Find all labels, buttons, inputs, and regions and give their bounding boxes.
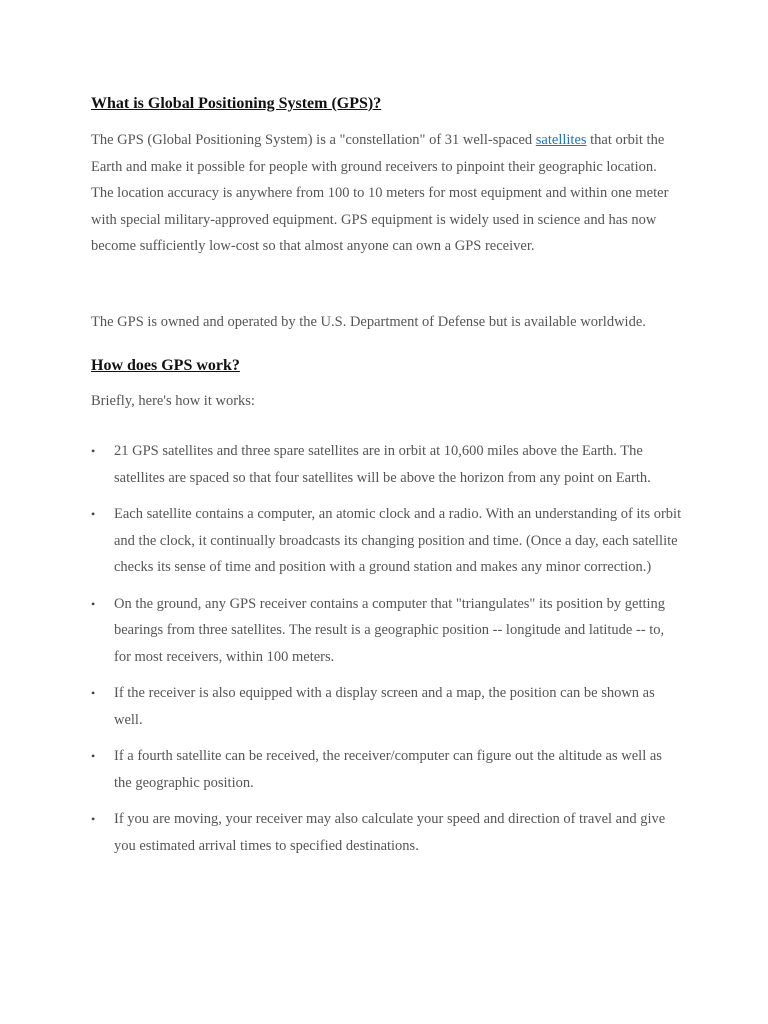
heading-how-does-gps-work: How does GPS work? <box>91 357 240 374</box>
list-item-text: 21 GPS satellites and three spare satellites are in orbit at 10,600 miles above the Earth. The satellites are spaced so that four satellites will be above the horizon from any point on Earth. <box>114 443 651 486</box>
ownership-paragraph: The GPS is owned and operated by the U.S. Department of Defense but is available worldwide. <box>91 314 646 330</box>
intro-text-before-link: The GPS (Global Positioning System) is a "constellation" of 31 well-spaced <box>91 132 536 148</box>
heading-what-is-gps: What is Global Positioning System (GPS)? <box>91 95 382 112</box>
how-it-works-list <box>91 438 683 869</box>
bullet-icon: • <box>91 686 96 700</box>
list-item-text: On the ground, any GPS receiver contains a computer that "triangulates" its position by getting bearings from three satellites. The result is a geographic position -- longitude and latitude -- to, for most receivers, within 100 meters. <box>114 595 666 665</box>
how-it-works-intro: Briefly, here's how it works: <box>91 393 255 409</box>
bullet-icon: • <box>91 507 96 521</box>
bullet-icon: • <box>91 596 96 611</box>
list-item-text: If the receiver is also equipped with a display screen and a map, the position can be shown as well. <box>114 685 655 728</box>
list-item-text: If a fourth satellite can be received, the receiver/computer can figure out the altitude as well as the geographic position. <box>114 748 662 791</box>
list-item <box>91 806 683 859</box>
intro-text-after-link: that orbit the Earth and make it possible for people with ground receivers to pinpoint their geographic location. The location accuracy is anywhere from 100 to 10 meters for most equipment and within one meter with special military-approved equipment. GPS equipment is widely used in science and has now become sufficiently low-cost so that almost anyone can own a GPS receiver. <box>91 132 669 254</box>
list-item <box>91 501 683 581</box>
bullet-icon: • <box>91 444 96 458</box>
list-item <box>91 680 683 733</box>
bullet-icon: • <box>91 812 96 826</box>
list-item-text: Each satellite contains a computer, an atomic clock and a radio. With an understanding of its orbit and the clock, it continually broadcasts its changing position and time. (Once a day, each satellite checks its sense of time and position with a ground station and makes any minor correction.) <box>114 506 682 575</box>
list-item <box>91 591 683 671</box>
list-item <box>91 438 683 491</box>
satellites-link[interactable]: satellites <box>535 132 587 148</box>
list-item <box>91 743 683 796</box>
list-item-text: If you are moving, your receiver may also calculate your speed and direction of travel and give you estimated arrival times to specified destinations. <box>114 811 666 854</box>
intro-paragraph <box>91 127 681 260</box>
bullet-icon: • <box>91 749 96 763</box>
